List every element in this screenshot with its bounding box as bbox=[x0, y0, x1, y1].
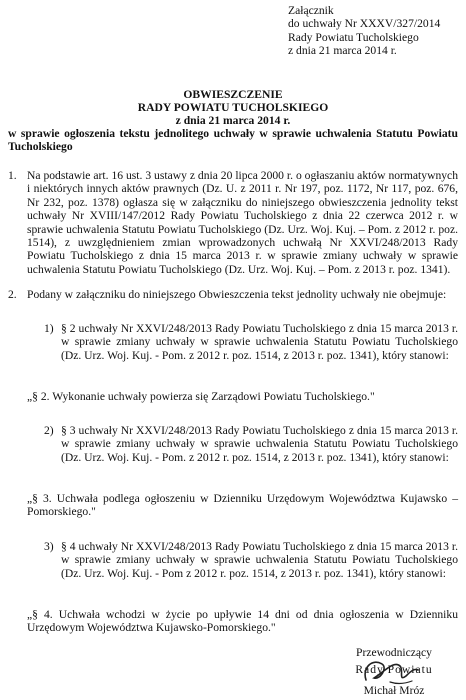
item-number: 1) bbox=[44, 322, 54, 335]
handwritten-signature bbox=[360, 654, 420, 688]
para1-number: 1. bbox=[8, 169, 17, 182]
para1-text: Na podstawie art. 16 ust. 3 ustawy z dnia 20 lipca 2000 r. o ogłaszaniu aktów normatywnych i niektórych innych aktów prawnych (Dz. U. z 2011 r. Nr 197, poz. 1172, Nr 117, poz. 676, Nr 232, poz. 1378) ogłasza się w załączniku do niniejszego obwieszczenia jednolity tekst uchwały Nr XVIII/147/2012 Rady Powiatu Tucholskiego z dnia 22 czerwca 2012 r. w sprawie uchwalenia Statutu Powiatu Tucholskiego (Dz. Urz. Woj. Kuj. – Pom. z 2012 r. poz. 1514), z uwzględnieniem zmian wprowadzonych uchwałą Nr XXVI/248/2013 Rady Powiatu Tucholskiego z dnia 15 marca 2013 r. w sprawie zmiany uchwały w sprawie uchwalenia Statutu Powiatu Tucholskiego (Dz. Urz. Woj. Kuj. – Pom. z 2013 r. poz. 1341). bbox=[27, 169, 458, 276]
item-text: § 4 uchwały Nr XXVI/248/2013 Rady Powiatu Tucholskiego z dnia 15 marca 2013 r. w sprawie zmiany uchwały w sprawie uchwalenia Statutu Powiatu Tucholskiego (Dz. Urz. Woj. Kuj. - Pom z 2012 r. poz. 1514, z 2013 r. poz. 1341), który stanowi: bbox=[61, 540, 458, 580]
attachment-council: Rady Powiatu Tucholskiego bbox=[288, 30, 419, 44]
attachment-resolution: do uchwały Nr XXXV/327/2014 bbox=[288, 17, 441, 31]
item-quote: „§ 3. Uchwała podlega ogłoszeniu w Dzienniku Urzędowym Województwa Kujawsko – Pomorskiego." bbox=[27, 492, 458, 519]
signature-name: Michał Mróz bbox=[363, 684, 425, 697]
item-text: § 3 uchwały Nr XXVI/248/2013 Rady Powiatu Tucholskiego z dnia 15 marca 2013 r. w sprawie zmiany uchwały w sprawie uchwalenia Statutu Powiatu Tucholskiego (Dz. Urz. Woj. Kuj. - Pom. z 2012 r. poz. 1514, z 2013 r. poz. 1341), który stanowi: bbox=[61, 424, 458, 464]
signature-body: Rady Powiatu bbox=[355, 663, 433, 676]
item-text: § 2 uchwały Nr XXVI/248/2013 Rady Powiatu Tucholskiego z dnia 15 marca 2013 r. w sprawie zmiany uchwały w sprawie uchwalenia Statutu Powiatu Tucholskiego (Dz. Urz. Woj. Kuj. - Pom. z 2012 r. poz. 1514, z 2013 r. poz. 1341), który stanowi: bbox=[61, 322, 458, 362]
item-number: 3) bbox=[44, 540, 54, 553]
attachment-block bbox=[288, 4, 464, 58]
item-quote: „§ 2. Wykonanie uchwały powierza się Zarządowi Powiatu Tucholskiego." bbox=[27, 390, 375, 403]
heading-title: OBWIESZCZENIE bbox=[183, 88, 283, 101]
item-number: 2) bbox=[44, 424, 54, 437]
heading-council: RADY POWIATU TUCHOLSKIEGO bbox=[137, 101, 329, 114]
signature-role: Przewodniczący bbox=[356, 646, 432, 659]
heading-date: z dnia 21 marca 2014 r. bbox=[175, 114, 291, 127]
para2-text: Podany w załączniku do niniejszego Obwieszczenia tekst jednolity uchwały nie obejmuje: bbox=[27, 288, 447, 301]
item-quote: „§ 4. Uchwała wchodzi w życie po upływie 14 dni od dnia ogłoszenia w Dzienniku Urzędowym Województwa Kujawsko-Pomorskiego." bbox=[27, 608, 458, 635]
attachment-date: z dnia 21 marca 2014 r. bbox=[288, 44, 397, 58]
para2-number: 2. bbox=[8, 288, 17, 301]
attachment-label: Załącznik bbox=[288, 4, 334, 17]
document-subject: w sprawie ogłoszenia tekstu jednolitego uchwały w sprawie uchwalenia Statutu Powiatu Tucholskiego bbox=[8, 127, 458, 154]
